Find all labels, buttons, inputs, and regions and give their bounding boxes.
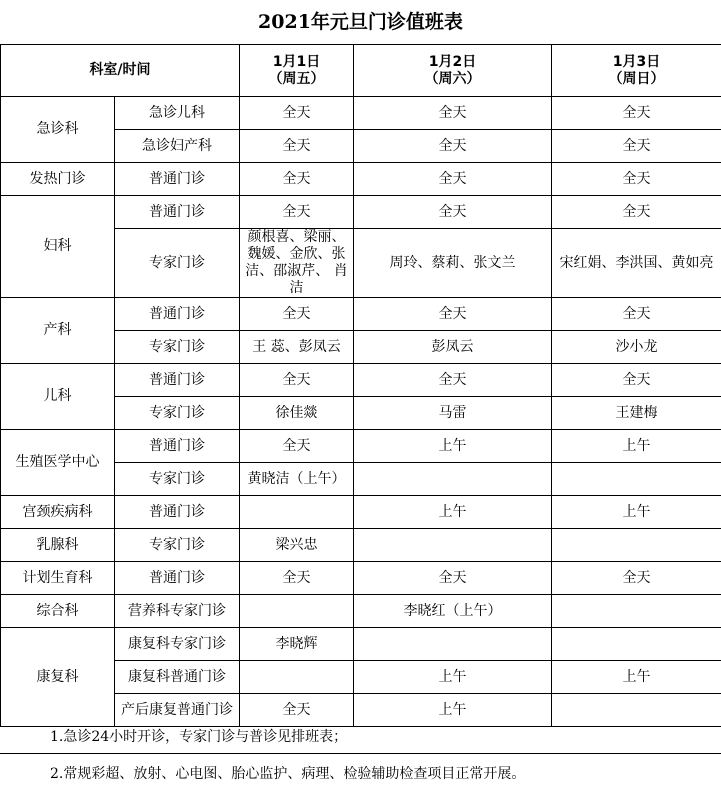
day1-cell: 王 蕊、彭凤云 [240,331,354,364]
day3-cell: 宋红娟、李洪国、黄如亮 [552,229,721,298]
dept-family-planning: 计划生育科 [1,562,115,595]
note-row-2 [0,753,721,790]
clinic-cell: 普通门诊 [115,298,240,331]
day2-cell: 全天 [354,97,552,130]
day1-cell: 全天 [240,694,354,727]
dept-cervical: 宫颈疾病科 [1,496,115,529]
day3-cell: 王建梅 [552,397,721,430]
day1-cell: 颜根喜、梁丽、魏媛、金欣、张洁、邵淑芹、 肖洁 [240,229,354,298]
day3-cell [552,628,721,661]
day2-cell: 周玲、蔡莉、张文兰 [354,229,552,298]
table-row [1,430,721,463]
header-row [1,45,721,97]
day1-cell: 全天 [240,562,354,595]
day3-cell [552,595,721,628]
day3-cell: 全天 [552,298,721,331]
day3-cell: 全天 [552,364,721,397]
day1-cell: 全天 [240,130,354,163]
day2-cell: 上午 [354,661,552,694]
table-row [1,529,721,562]
table-row [1,628,721,661]
day2-cell [354,628,552,661]
clinic-cell: 专家门诊 [115,529,240,562]
clinic-cell: 专家门诊 [115,331,240,364]
table-row [1,298,721,331]
day2-cell: 全天 [354,196,552,229]
day3-cell [552,463,721,496]
clinic-cell: 普通门诊 [115,163,240,196]
page-title: 2021年元旦门诊值班表 [258,11,463,33]
clinic-cell: 急诊儿科 [115,97,240,130]
day1-cell: 全天 [240,163,354,196]
day2-cell: 上午 [354,430,552,463]
header-day-2-weekday: （周六） [424,70,481,87]
header-day-2-date: 1月2日 [428,53,477,70]
day2-cell: 上午 [354,496,552,529]
clinic-cell: 专家门诊 [115,397,240,430]
day3-cell: 全天 [552,562,721,595]
day3-cell: 全天 [552,130,721,163]
clinic-cell: 普通门诊 [115,496,240,529]
day1-cell [240,496,354,529]
clinic-cell: 专家门诊 [115,229,240,298]
header-day-1-weekday: （周五） [268,70,325,87]
dept-breast: 乳腺科 [1,529,115,562]
day3-cell [552,529,721,562]
day2-cell: 全天 [354,130,552,163]
day2-cell: 彭凤云 [354,331,552,364]
day3-cell: 全天 [552,196,721,229]
table-row [1,496,721,529]
day2-cell [354,529,552,562]
dept-pediatrics: 儿科 [1,364,115,430]
header-dept-time: 科室/时间 [1,45,240,97]
clinic-cell: 康复科普通门诊 [115,661,240,694]
day2-cell: 全天 [354,298,552,331]
header-day-1 [240,45,354,97]
table-row [1,595,721,628]
day2-cell: 马雷 [354,397,552,430]
day2-cell: 全天 [354,562,552,595]
day2-cell: 全天 [354,364,552,397]
day2-cell: 李晓红（上午） [354,595,552,628]
day1-cell: 梁兴忠 [240,529,354,562]
clinic-cell: 普通门诊 [115,430,240,463]
clinic-cell: 普通门诊 [115,562,240,595]
day1-cell [240,595,354,628]
day1-cell: 全天 [240,196,354,229]
dept-fever: 发热门诊 [1,163,115,196]
day2-cell [354,463,552,496]
table-row [1,364,721,397]
table-row [1,163,721,196]
table-row [1,97,721,130]
note-2: 2.常规彩超、放射、心电图、胎心监护、病理、检验辅助检查项目正常开展。 [50,766,526,782]
duty-schedule-table [0,44,721,727]
clinic-cell: 普通门诊 [115,364,240,397]
clinic-cell: 专家门诊 [115,463,240,496]
dept-obstetrics: 产科 [1,298,115,364]
day1-cell: 全天 [240,298,354,331]
dept-rehab: 康复科 [1,628,115,727]
header-day-2 [354,45,552,97]
day3-cell: 全天 [552,163,721,196]
day3-cell: 上午 [552,496,721,529]
day1-cell: 全天 [240,364,354,397]
clinic-cell: 产后康复普通门诊 [115,694,240,727]
day1-cell: 徐佳燚 [240,397,354,430]
day3-cell: 上午 [552,661,721,694]
clinic-cell: 康复科专家门诊 [115,628,240,661]
dept-emergency: 急诊科 [1,97,115,163]
day2-cell: 上午 [354,694,552,727]
day1-cell [240,661,354,694]
table-row [1,562,721,595]
header-day-3-date: 1月3日 [612,53,661,70]
dept-general: 综合科 [1,595,115,628]
day1-cell: 全天 [240,97,354,130]
dept-gynecology: 妇科 [1,196,115,298]
day2-cell: 全天 [354,163,552,196]
day1-cell: 全天 [240,430,354,463]
day1-cell: 黄晓洁（上午） [240,463,354,496]
clinic-cell: 普通门诊 [115,196,240,229]
day3-cell: 上午 [552,430,721,463]
header-day-3 [552,45,721,97]
note-1: 1.急诊24小时开诊，专家门诊与普诊见排班表； [50,729,348,745]
day1-cell: 李晓辉 [240,628,354,661]
note-row-1 [0,717,721,754]
day3-cell: 全天 [552,97,721,130]
header-day-3-weekday: （周日） [608,70,665,87]
clinic-cell: 营养科专家门诊 [115,595,240,628]
day3-cell: 沙小龙 [552,331,721,364]
dept-reproductive: 生殖医学中心 [1,430,115,496]
clinic-cell: 急诊妇产科 [115,130,240,163]
header-day-1-date: 1月1日 [272,53,321,70]
table-row [1,196,721,229]
